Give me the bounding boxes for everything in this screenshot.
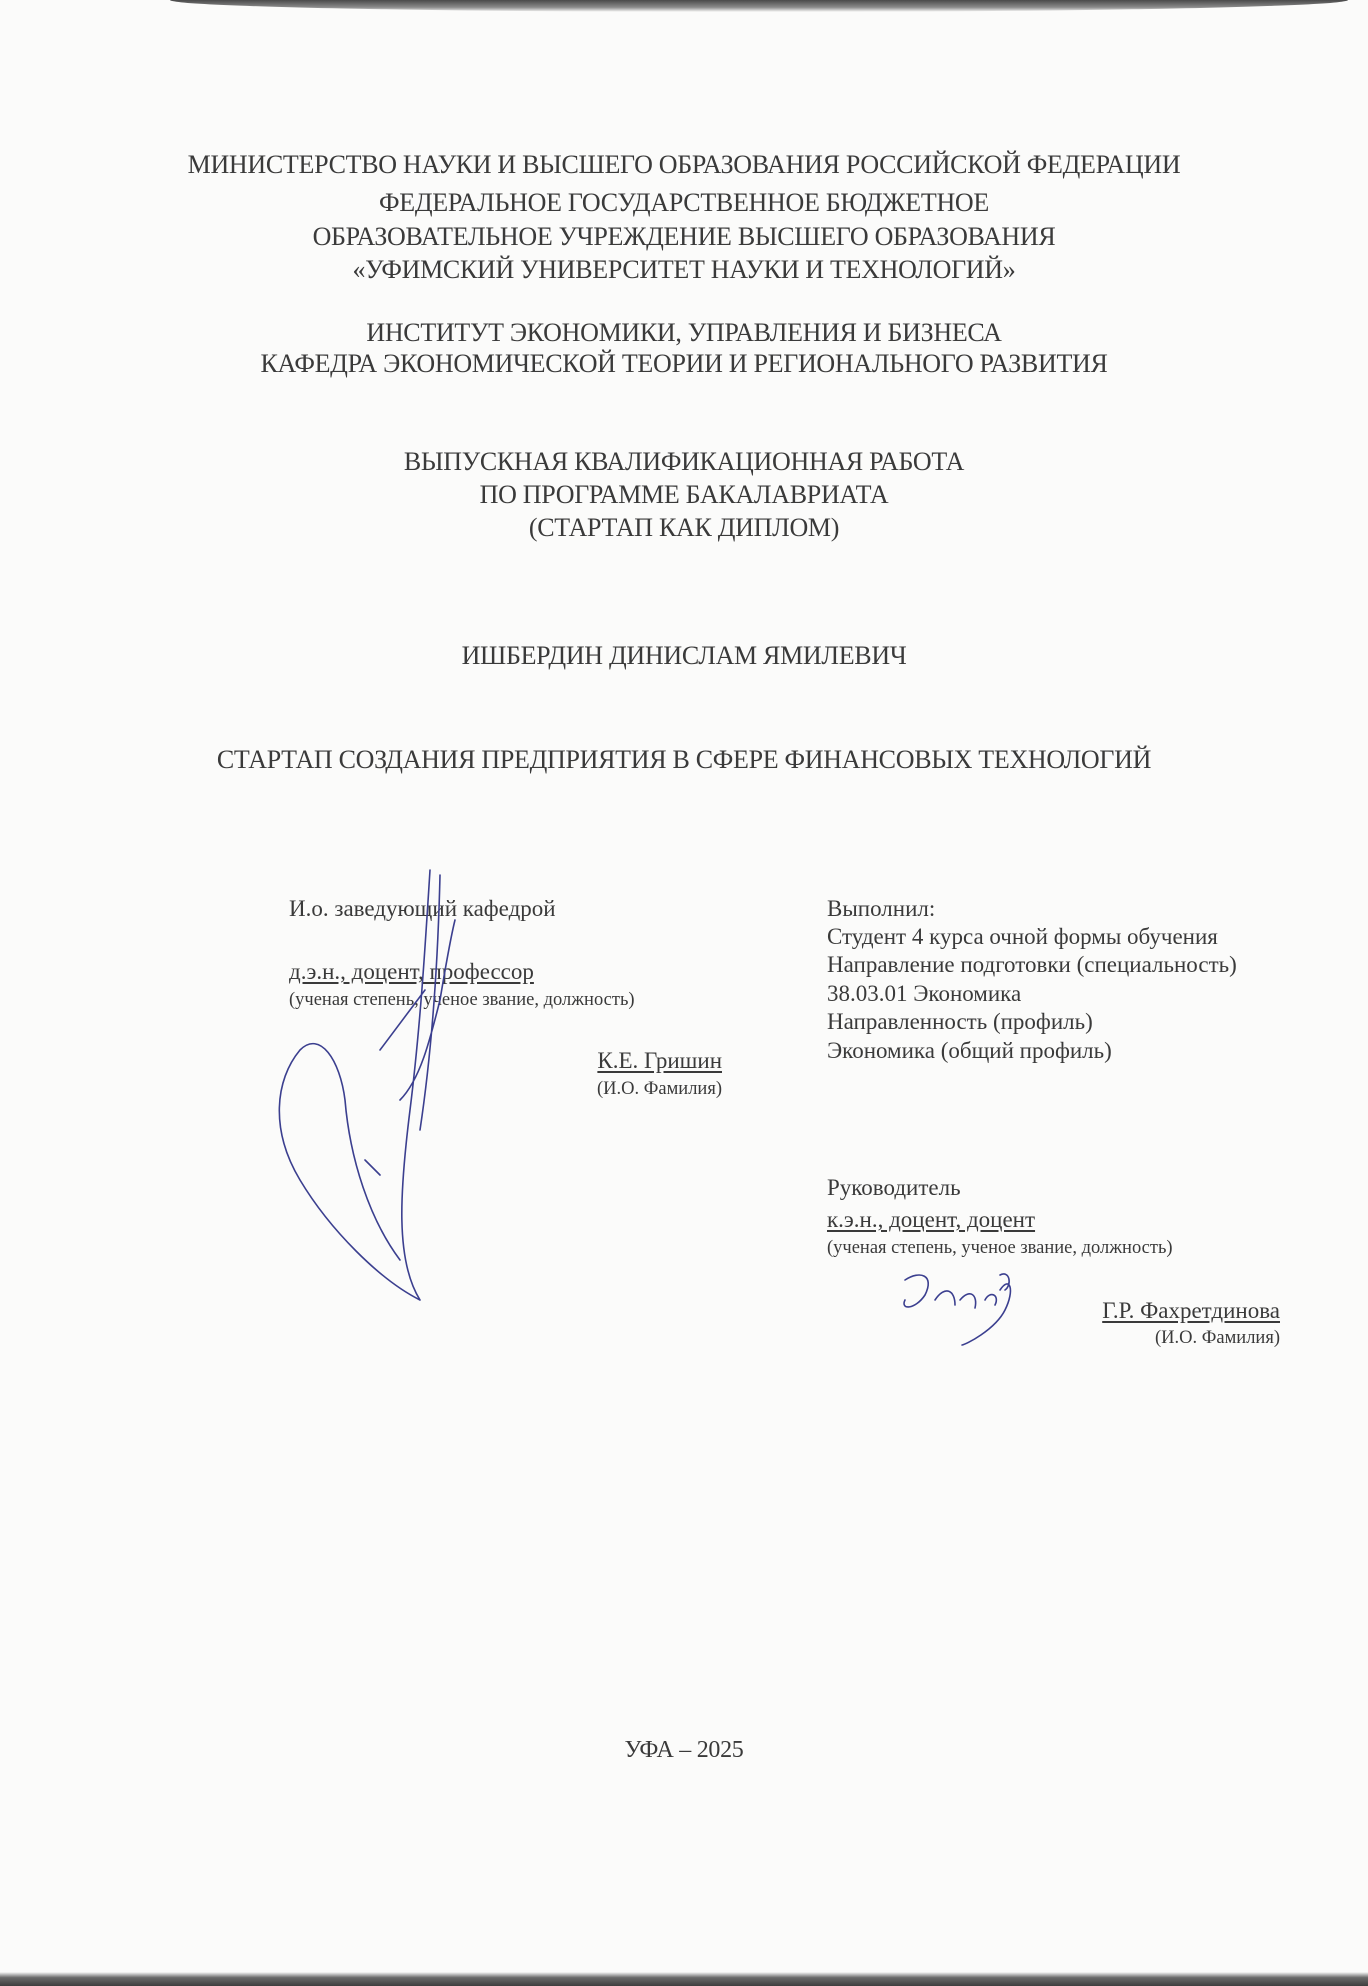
supervisor-degree-hint: (ученая степень, ученое звание, должность)	[827, 1238, 1173, 1258]
department-name: КАФЕДРА ЭКОНОМИЧЕСКОЙ ТЕОРИИ И РЕГИОНАЛЬНОГО РАЗВИТИЯ	[260, 349, 1108, 378]
performer-line: Направление подготовки (специальность)	[827, 952, 1237, 977]
supervisor-name: Г.Р. Фахретдинова	[1102, 1298, 1280, 1323]
performer-label: Выполнил:	[827, 896, 936, 921]
institution-type-line: ОБРАЗОВАТЕЛЬНОЕ УЧРЕЖДЕНИЕ ВЫСШЕГО ОБРАЗОВАНИЯ	[312, 222, 1056, 251]
ministry-line: МИНИСТЕРСТВО НАУКИ И ВЫСШЕГО ОБРАЗОВАНИЯ РОССИЙСКОЙ ФЕДЕРАЦИИ	[187, 150, 1181, 179]
performer-line: Направленность (профиль)	[827, 1009, 1093, 1034]
university-name: «УФИМСКИЙ УНИВЕРСИТЕТ НАУКИ И ТЕХНОЛОГИЙ»	[352, 255, 1016, 284]
head-degree: д.э.н., доцент, профессор	[289, 959, 534, 984]
thesis-title: СТАРТАП СОЗДАНИЯ ПРЕДПРИЯТИЯ В СФЕРЕ ФИНАНСОВЫХ ТЕХНОЛОГИЙ	[216, 745, 1152, 774]
scan-edge-top	[170, 0, 1348, 12]
performer-line: 38.03.01 Экономика	[827, 981, 1022, 1006]
scan-edge-bottom	[0, 1972, 1368, 1986]
supervisor-role: Руководитель	[827, 1175, 961, 1200]
head-role: И.о. заведующий кафедрой	[289, 896, 556, 921]
city-year: УФА – 2025	[624, 1737, 744, 1763]
performer-line: Студент 4 курса очной формы обучения	[827, 924, 1218, 949]
federal-line: ФЕДЕРАЛЬНОЕ ГОСУДАРСТВЕННОЕ БЮДЖЕТНОЕ	[379, 188, 989, 217]
institute-name: ИНСТИТУТ ЭКОНОМИКИ, УПРАВЛЕНИЯ И БИЗНЕСА	[366, 318, 1002, 347]
work-format-line: (СТАРТАП КАК ДИПЛОМ)	[528, 513, 840, 542]
work-program-line: ПО ПРОГРАММЕ БАКАЛАВРИАТА	[479, 480, 889, 509]
supervisor-name-hint: (И.О. Фамилия)	[1155, 1328, 1280, 1348]
author-name: ИШБЕРДИН ДИНИСЛАМ ЯМИЛЕВИЧ	[461, 641, 907, 670]
work-type-line: ВЫПУСКНАЯ КВАЛИФИКАЦИОННАЯ РАБОТА	[403, 447, 965, 476]
performer-line: Экономика (общий профиль)	[827, 1038, 1112, 1063]
head-degree-hint: (ученая степень, ученое звание, должность)	[289, 990, 635, 1010]
head-name-hint: (И.О. Фамилия)	[597, 1079, 722, 1099]
head-name: К.Е. Гришин	[597, 1048, 722, 1073]
supervisor-degree: к.э.н., доцент, доцент	[827, 1207, 1036, 1232]
